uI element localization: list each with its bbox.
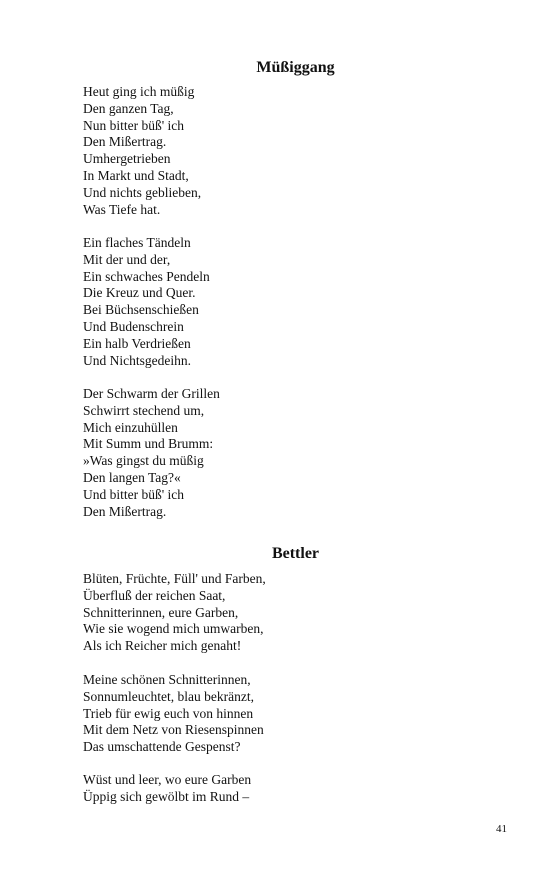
poem-line: Wüst und leer, wo eure Garben	[83, 772, 252, 787]
stanza-5	[83, 672, 264, 756]
poem-line: Ein halb Verdrießen	[83, 335, 191, 351]
poem-line: Den langen Tag?«	[83, 469, 181, 485]
poem-line: Trieb für ewig euch von hinnen	[83, 705, 254, 721]
poem-line: Sonnumleuchtet, blau bekränzt,	[83, 688, 254, 704]
poem-line: Nun bitter büß' ich	[83, 117, 185, 133]
poem-title-muessiggang: Müßiggang	[256, 59, 335, 76]
poem-line: Das umschattende Gespenst?	[83, 739, 241, 755]
poem-line: Und nichts geblieben,	[83, 184, 202, 200]
poem-line: Blüten, Früchte, Füll' und Farben,	[83, 571, 266, 586]
poem-title-bettler: Bettler	[271, 545, 320, 562]
stanza-6	[83, 772, 251, 806]
stanza-3	[83, 386, 220, 520]
poem-line: Was Tiefe hat.	[83, 201, 161, 217]
poem-line: Der Schwarm der Grillen	[83, 386, 220, 401]
poem-line: Schnitterinnen, eure Garben,	[83, 604, 239, 620]
poem-line: Mit der und der,	[83, 251, 171, 267]
stanza-1	[83, 84, 201, 218]
stanza-2	[83, 235, 210, 369]
poem-line: Den Mißertrag.	[83, 503, 167, 519]
poem-line: Und Budenschrein	[83, 318, 184, 334]
poem-line: Bei Büchsenschießen	[83, 302, 199, 318]
poem-line: Und bitter büß' ich	[83, 486, 185, 502]
poem-line: Ein schwaches Pendeln	[83, 268, 210, 284]
poem-line: Mich einzuhüllen	[83, 419, 178, 435]
poem-line: Überfluß der reichen Saat,	[83, 587, 226, 603]
poem-line: »Was gingst du müßig	[83, 453, 204, 469]
poem-line: Heut ging ich müßig	[83, 84, 195, 99]
poem-line: Ein flaches Tändeln	[83, 235, 191, 250]
poem-line: Als ich Reicher mich genaht!	[83, 638, 242, 654]
poem-line: Wie sie wogend mich umwarben,	[83, 621, 264, 637]
poem-line: Mit dem Netz von Riesenspinnen	[83, 722, 264, 738]
poem-line: Den Mißertrag.	[83, 134, 167, 150]
poem-line: In Markt und Stadt,	[83, 167, 189, 183]
poem-line: Meine schönen Schnitterinnen,	[83, 672, 251, 687]
poem-line: Und Nichtsgedeihn.	[83, 352, 191, 368]
stanza-4	[83, 571, 266, 655]
page-number: 41	[496, 823, 507, 835]
poem-line: Mit Summ und Brumm:	[83, 436, 214, 452]
poem-line: Die Kreuz und Quer.	[83, 285, 196, 301]
poem-line: Schwirrt stechend um,	[83, 402, 205, 418]
poem-line: Den ganzen Tag,	[83, 100, 174, 116]
poem-line: Üppig sich gewölbt im Rund –	[83, 788, 250, 804]
poem-line: Umhergetrieben	[83, 151, 171, 167]
